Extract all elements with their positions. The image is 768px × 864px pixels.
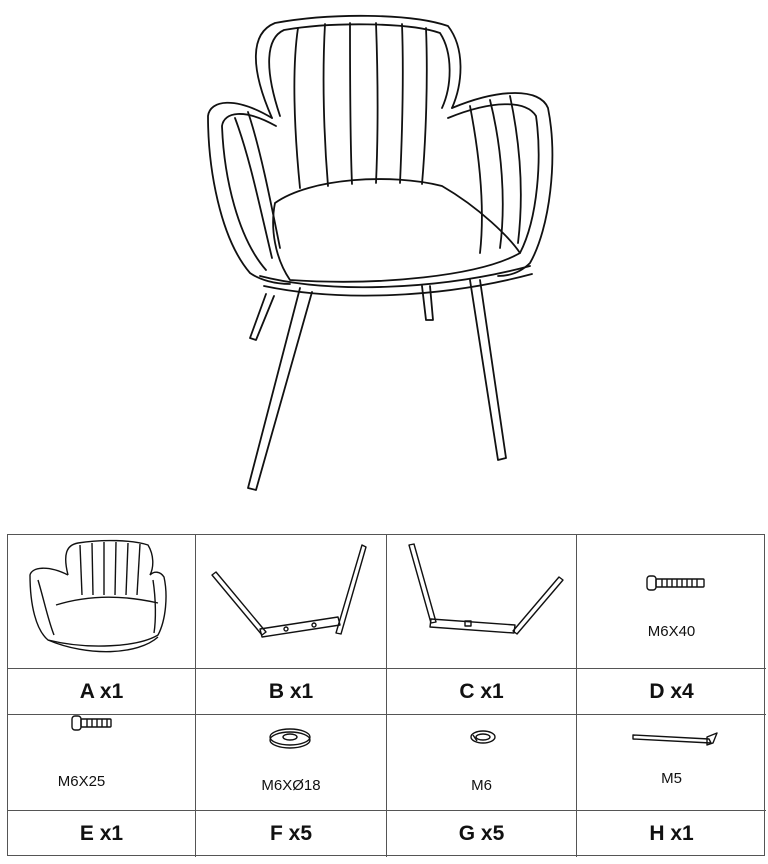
part-h-image-cell [577,715,766,811]
part-h-size: M5 [661,770,682,787]
part-g-size: M6 [471,777,492,794]
seat-shell-icon [8,535,196,669]
part-g-label: G x5 [387,811,577,857]
part-f-size: M6XØ18 [261,777,321,794]
part-c-image-cell [387,535,577,669]
part-h-label: H x1 [649,822,694,845]
part-a-label: A x1 [8,669,196,715]
part-e-image-cell [8,715,196,811]
rear-leg-frame-icon [387,535,577,669]
part-d-image-cell [577,535,766,669]
assembled-chair-illustration [180,8,600,508]
part-d-label: D x4 [577,669,766,715]
part-g-image-cell [387,715,577,811]
part-f-label: F x5 [196,811,387,857]
parts-table [7,534,765,856]
bolt-long-icon [577,535,766,669]
part-f-image-cell [196,715,387,811]
part-b-label: B x1 [196,669,387,715]
front-leg-frame-icon [196,535,387,669]
part-d-size: M6X40 [647,623,696,640]
spring-washer-icon [387,715,577,811]
part-a-image-cell [8,535,196,669]
allen-key-icon [577,715,766,811]
part-b-image-cell [196,535,387,669]
bolt-short-icon [8,715,196,811]
armchair-assembled-icon [180,8,600,508]
part-e-size: M6X25 [57,773,106,790]
part-c-label: C x1 [387,669,577,715]
part-e-label: E x1 [8,811,196,857]
flat-washer-icon [196,715,387,811]
